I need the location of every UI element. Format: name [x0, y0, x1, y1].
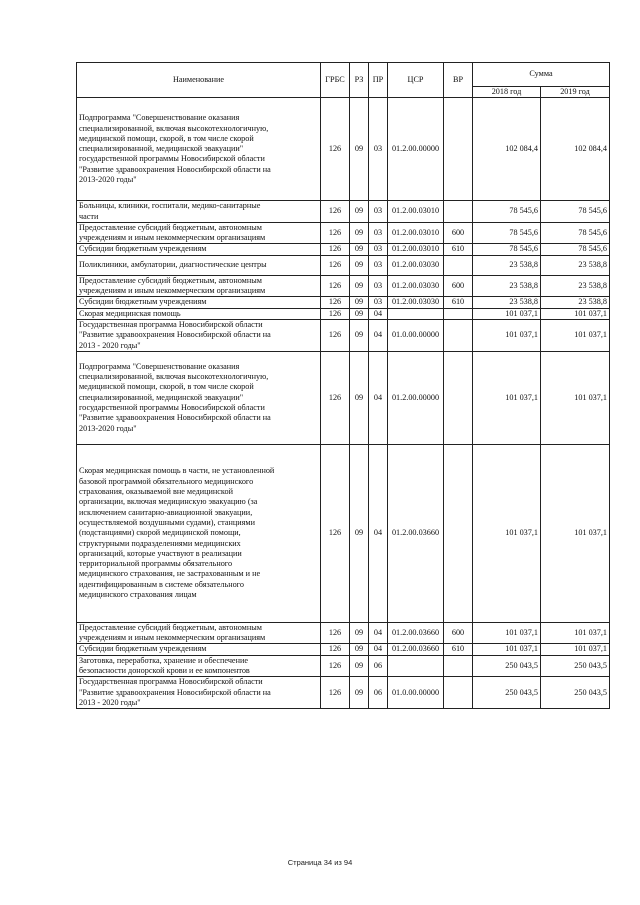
- cell-name: Субсидии бюджетным учреждениям: [77, 244, 321, 255]
- cell-pr: 04: [369, 622, 388, 644]
- cell-pr: 06: [369, 655, 388, 677]
- cell-sum-2019: 78 545,6: [541, 201, 610, 223]
- cell-grbs: 126: [321, 201, 350, 223]
- cell-pr: 04: [369, 308, 388, 319]
- cell-grbs: 126: [321, 644, 350, 655]
- cell-sum-2018: 78 545,6: [473, 201, 541, 223]
- cell-rz: 09: [350, 644, 369, 655]
- table-body: [77, 98, 610, 709]
- cell-rz: 09: [350, 275, 369, 297]
- cell-sum-2018: 78 545,6: [473, 244, 541, 255]
- cell-name: Субсидии бюджетным учреждениям: [77, 297, 321, 308]
- cell-sum-2019: 250 043,5: [541, 677, 610, 709]
- cell-vr: 610: [444, 644, 473, 655]
- cell-vr: [444, 319, 473, 351]
- page-footer: [0, 858, 640, 867]
- cell-vr: 600: [444, 622, 473, 644]
- cell-rz: 09: [350, 622, 369, 644]
- cell-grbs: 126: [321, 655, 350, 677]
- cell-csr: 01.2.00.03660: [388, 622, 444, 644]
- cell-rz: 09: [350, 319, 369, 351]
- cell-vr: [444, 98, 473, 201]
- header-csr: ЦСР: [388, 63, 444, 98]
- cell-rz: 09: [350, 255, 369, 275]
- header-year-2018: 2018 год: [473, 87, 541, 98]
- cell-rz: 09: [350, 244, 369, 255]
- cell-vr: [444, 444, 473, 622]
- cell-sum-2018: 78 545,6: [473, 222, 541, 244]
- cell-pr: 04: [369, 351, 388, 444]
- cell-name: Предоставление субсидий бюджетным, автономным учреждениям и иным некоммерческим организациям: [77, 622, 321, 644]
- cell-sum-2018: 101 037,1: [473, 644, 541, 655]
- cell-csr: [388, 655, 444, 677]
- cell-pr: 04: [369, 444, 388, 622]
- cell-csr: 01.2.00.03030: [388, 275, 444, 297]
- cell-pr: 03: [369, 297, 388, 308]
- header-sum: Сумма: [473, 63, 610, 87]
- cell-csr: 01.0.00.00000: [388, 677, 444, 709]
- cell-sum-2018: 101 037,1: [473, 444, 541, 622]
- cell-sum-2019: 78 545,6: [541, 222, 610, 244]
- cell-sum-2019: 101 037,1: [541, 622, 610, 644]
- cell-sum-2018: 101 037,1: [473, 351, 541, 444]
- header-grbs: ГРБС: [321, 63, 350, 98]
- cell-name: Государственная программа Новосибирской области "Развитие здравоохранения Новосибирской области на 2013 - 2020 годы": [77, 677, 321, 709]
- cell-sum-2019: 101 037,1: [541, 351, 610, 444]
- cell-rz: 09: [350, 677, 369, 709]
- cell-csr: 01.0.00.00000: [388, 319, 444, 351]
- table-row: [77, 622, 610, 644]
- table-row: [77, 655, 610, 677]
- cell-sum-2019: 101 037,1: [541, 319, 610, 351]
- cell-rz: 09: [350, 297, 369, 308]
- cell-csr: 01.2.00.03660: [388, 644, 444, 655]
- cell-csr: 01.2.00.03030: [388, 255, 444, 275]
- cell-sum-2018: 101 037,1: [473, 622, 541, 644]
- cell-name: Скорая медицинская помощь в части, не установленной базовой программой обязательного медицинского страхования, оказываемой вне медицинской организации, включая медицинскую эвакуацию (за исключением санитарно-авиационной эвакуации, осуществляемой воздушными судами), станциями (подстанциями) скорой медицинской помощи, структурными подразделениями медицинских организаций, которые участвуют в реализации территориальной программы обязательного медицинского страхования, не застрахованным и не идентифицированным в системе обязательного медицинского страхования лицам: [77, 444, 321, 622]
- cell-name: Государственная программа Новосибирской области "Развитие здравоохранения Новосибирской области на 2013 - 2020 годы": [77, 319, 321, 351]
- cell-vr: [444, 351, 473, 444]
- cell-sum-2019: 23 538,8: [541, 297, 610, 308]
- cell-csr: 01.2.00.00000: [388, 351, 444, 444]
- cell-vr: 610: [444, 244, 473, 255]
- cell-grbs: 126: [321, 622, 350, 644]
- cell-grbs: 126: [321, 98, 350, 201]
- header-name: Наименование: [77, 63, 321, 98]
- cell-grbs: 126: [321, 222, 350, 244]
- cell-grbs: 126: [321, 244, 350, 255]
- cell-grbs: 126: [321, 275, 350, 297]
- cell-pr: 03: [369, 201, 388, 223]
- cell-sum-2019: 23 538,8: [541, 275, 610, 297]
- cell-pr: 03: [369, 275, 388, 297]
- cell-vr: 600: [444, 275, 473, 297]
- cell-rz: 09: [350, 98, 369, 201]
- cell-sum-2019: 102 084,4: [541, 98, 610, 201]
- cell-grbs: 126: [321, 444, 350, 622]
- cell-csr: [388, 308, 444, 319]
- cell-vr: [444, 308, 473, 319]
- cell-sum-2018: 102 084,4: [473, 98, 541, 201]
- table-row: [77, 201, 610, 223]
- cell-pr: 03: [369, 244, 388, 255]
- cell-name: Предоставление субсидий бюджетным, автономным учреждениям и иным некоммерческим организациям: [77, 275, 321, 297]
- cell-pr: 06: [369, 677, 388, 709]
- header-vr: ВР: [444, 63, 473, 98]
- table-header: [77, 63, 610, 98]
- cell-pr: 03: [369, 255, 388, 275]
- cell-name: Подпрограмма "Совершенствование оказания специализированной, включая высокотехнологичную, медицинской помощи, скорой, в том числе скорой специализированной, медицинской эвакуации" государственной программы Новосибирской области "Развитие здравоохранения Новосибирской области на 2013-2020 годы": [77, 98, 321, 201]
- cell-sum-2018: 23 538,8: [473, 255, 541, 275]
- table-row: [77, 319, 610, 351]
- table-row: [77, 444, 610, 622]
- cell-csr: 01.2.00.03010: [388, 201, 444, 223]
- cell-rz: 09: [350, 222, 369, 244]
- cell-name: Подпрограмма "Совершенствование оказания специализированной, включая высокотехнологичную, медицинской помощи, скорой, в том числе скорой специализированной, медицинской эвакуации" государственной программы Новосибирской области "Развитие здравоохранения Новосибирской области на 2013-2020 годы": [77, 351, 321, 444]
- cell-pr: 03: [369, 98, 388, 201]
- cell-grbs: 126: [321, 319, 350, 351]
- cell-grbs: 126: [321, 255, 350, 275]
- cell-vr: [444, 655, 473, 677]
- cell-pr: 03: [369, 222, 388, 244]
- cell-sum-2019: 101 037,1: [541, 444, 610, 622]
- cell-rz: 09: [350, 351, 369, 444]
- cell-name: Скорая медицинская помощь: [77, 308, 321, 319]
- budget-document: [76, 62, 609, 709]
- cell-sum-2019: 101 037,1: [541, 308, 610, 319]
- table-row: [77, 308, 610, 319]
- table-row: [77, 275, 610, 297]
- table-row: [77, 98, 610, 201]
- cell-vr: 610: [444, 297, 473, 308]
- cell-sum-2018: 250 043,5: [473, 655, 541, 677]
- cell-pr: 04: [369, 644, 388, 655]
- table-row: [77, 677, 610, 709]
- cell-sum-2018: 101 037,1: [473, 308, 541, 319]
- cell-sum-2018: 23 538,8: [473, 275, 541, 297]
- cell-sum-2018: 23 538,8: [473, 297, 541, 308]
- header-pr: ПР: [369, 63, 388, 98]
- cell-name: Субсидии бюджетным учреждениям: [77, 644, 321, 655]
- cell-vr: [444, 255, 473, 275]
- cell-sum-2018: 101 037,1: [473, 319, 541, 351]
- cell-rz: 09: [350, 655, 369, 677]
- table-row: [77, 244, 610, 255]
- cell-name: Предоставление субсидий бюджетным, автономным учреждениям и иным некоммерческим организациям: [77, 222, 321, 244]
- cell-sum-2019: 23 538,8: [541, 255, 610, 275]
- cell-sum-2019: 101 037,1: [541, 644, 610, 655]
- cell-name: Поликлиники, амбулатории, диагностические центры: [77, 255, 321, 275]
- cell-rz: 09: [350, 308, 369, 319]
- cell-vr: 600: [444, 222, 473, 244]
- cell-csr: 01.2.00.03010: [388, 222, 444, 244]
- cell-name: Больницы, клиники, госпитали, медико-санитарные части: [77, 201, 321, 223]
- cell-rz: 09: [350, 201, 369, 223]
- cell-sum-2019: 250 043,5: [541, 655, 610, 677]
- table-row: [77, 644, 610, 655]
- cell-name: Заготовка, переработка, хранение и обеспечение безопасности донорской крови и ее компонентов: [77, 655, 321, 677]
- table-row: [77, 351, 610, 444]
- header-year-2019: 2019 год: [541, 87, 610, 98]
- cell-grbs: 126: [321, 308, 350, 319]
- cell-rz: 09: [350, 444, 369, 622]
- table-row: [77, 222, 610, 244]
- cell-csr: 01.2.00.03660: [388, 444, 444, 622]
- cell-sum-2019: 78 545,6: [541, 244, 610, 255]
- table-row: [77, 255, 610, 275]
- cell-vr: [444, 677, 473, 709]
- cell-grbs: 126: [321, 677, 350, 709]
- cell-grbs: 126: [321, 297, 350, 308]
- budget-table: [76, 62, 610, 709]
- cell-csr: 01.2.00.00000: [388, 98, 444, 201]
- cell-csr: 01.2.00.03010: [388, 244, 444, 255]
- cell-grbs: 126: [321, 351, 350, 444]
- cell-sum-2018: 250 043,5: [473, 677, 541, 709]
- cell-csr: 01.2.00.03030: [388, 297, 444, 308]
- cell-pr: 04: [369, 319, 388, 351]
- page-number: Страница 34 из 94: [287, 858, 353, 867]
- table-row: [77, 297, 610, 308]
- cell-vr: [444, 201, 473, 223]
- header-rz: РЗ: [350, 63, 369, 98]
